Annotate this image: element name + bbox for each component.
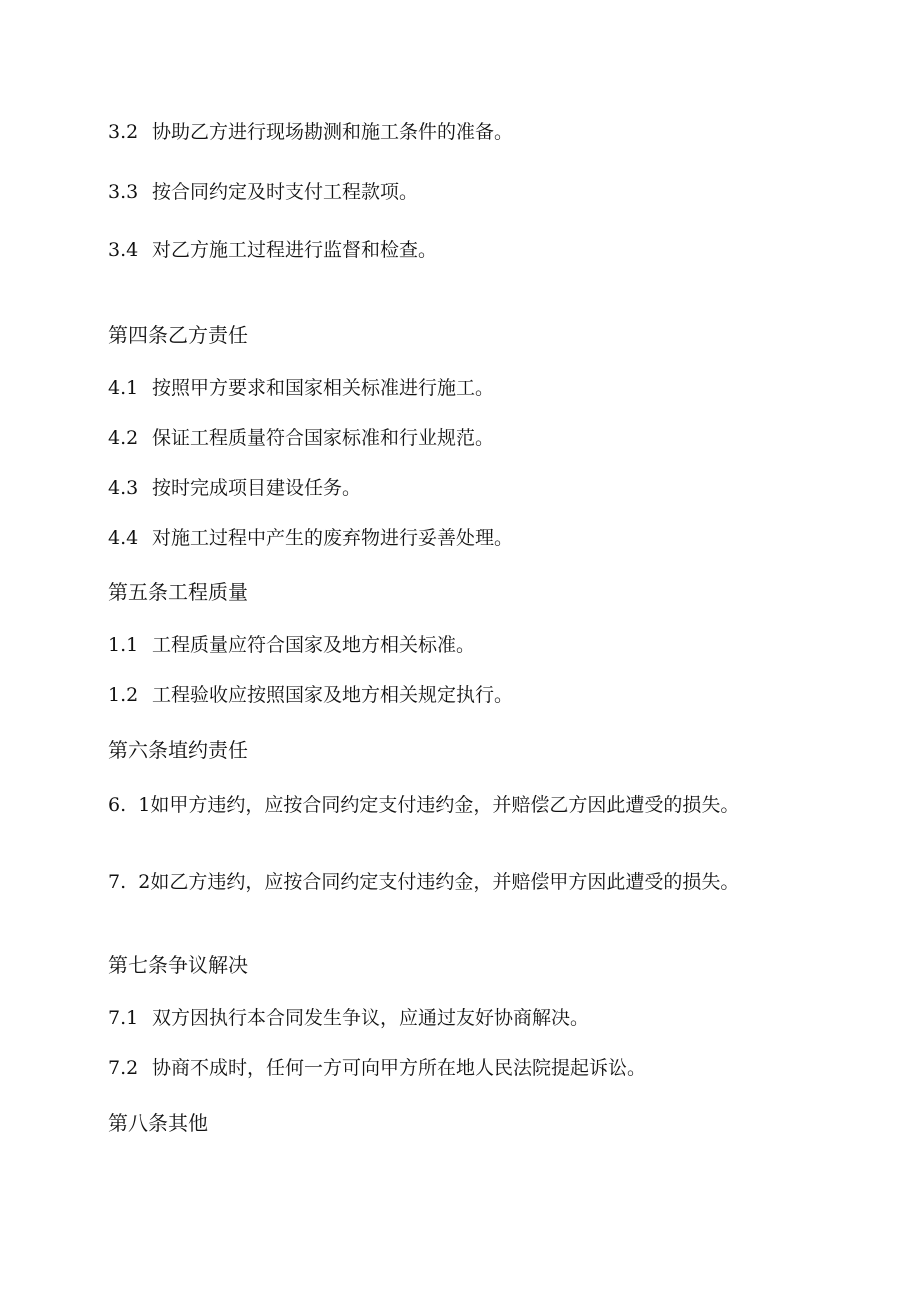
- clause-number: 6.: [108, 794, 127, 816]
- clause-text: 按合同约定及时支付工程款项。: [152, 181, 419, 203]
- clause-3-2: [108, 118, 513, 146]
- clause-6-2: [108, 868, 788, 896]
- clause-4-2: [108, 424, 494, 452]
- clause-number: 4.1: [108, 377, 139, 399]
- clause-5-1: [108, 631, 475, 659]
- clause-number: 7.2: [108, 1057, 139, 1079]
- clause-number: 7.: [108, 871, 127, 893]
- section-heading-6: 第六条埴约责任: [108, 738, 248, 762]
- section-heading-4: 第四条乙方责任: [108, 323, 248, 347]
- clause-text: 双方因执行本合同发生争议，应通过友好协商解决。: [152, 1007, 590, 1029]
- clause-4-1: [108, 374, 494, 402]
- clause-number: 4.3: [108, 477, 139, 499]
- clause-number: 4.4: [108, 527, 139, 549]
- clause-6-1: [108, 791, 788, 819]
- clause-text: 协商不成时，任何一方可向甲方所在地人民法院提起诉讼。: [152, 1057, 647, 1079]
- clause-text: 1如甲方违约，应按合同约定支付违约金，并赔偿乙方因此遭受的损失。: [138, 794, 740, 816]
- clause-7-1: [108, 1004, 589, 1032]
- clause-4-4: [108, 524, 513, 552]
- clause-4-3: [108, 474, 361, 502]
- clause-number: 1.2: [108, 684, 139, 706]
- clause-text: 2如乙方违约，应按合同约定支付违约金，并赔偿甲方因此遭受的损失。: [138, 871, 740, 893]
- clause-3-3: [108, 178, 418, 206]
- clause-text: 按照甲方要求和国家相关标准进行施工。: [152, 377, 495, 399]
- section-heading-5: 第五条工程质量: [108, 580, 248, 604]
- clause-5-2: [108, 681, 513, 709]
- clause-3-4: [108, 236, 437, 264]
- clause-number: 3.2: [108, 121, 139, 143]
- clause-text: 对施工过程中产生的废弃物进行妥善处理。: [152, 527, 514, 549]
- section-heading-7: 第七条争议解决: [108, 953, 248, 977]
- clause-text: 工程质量应符合国家及地方相关标准。: [152, 634, 476, 656]
- clause-number: 1.1: [108, 634, 139, 656]
- clause-number: 3.3: [108, 181, 139, 203]
- clause-text: 对乙方施工过程进行监督和检查。: [152, 239, 438, 261]
- clause-text: 保证工程质量符合国家标准和行业规范。: [152, 427, 495, 449]
- clause-number: 4.2: [108, 427, 139, 449]
- section-heading-8: 第八条其他: [108, 1111, 208, 1135]
- clause-text: 按时完成项目建设任务。: [152, 477, 362, 499]
- clause-number: 7.1: [108, 1007, 139, 1029]
- clause-7-2: [108, 1054, 646, 1082]
- clause-text: 协助乙方进行现场勘测和施工条件的准备。: [152, 121, 514, 143]
- clause-text: 工程验收应按照国家及地方相关规定执行。: [152, 684, 514, 706]
- clause-number: 3.4: [108, 239, 139, 261]
